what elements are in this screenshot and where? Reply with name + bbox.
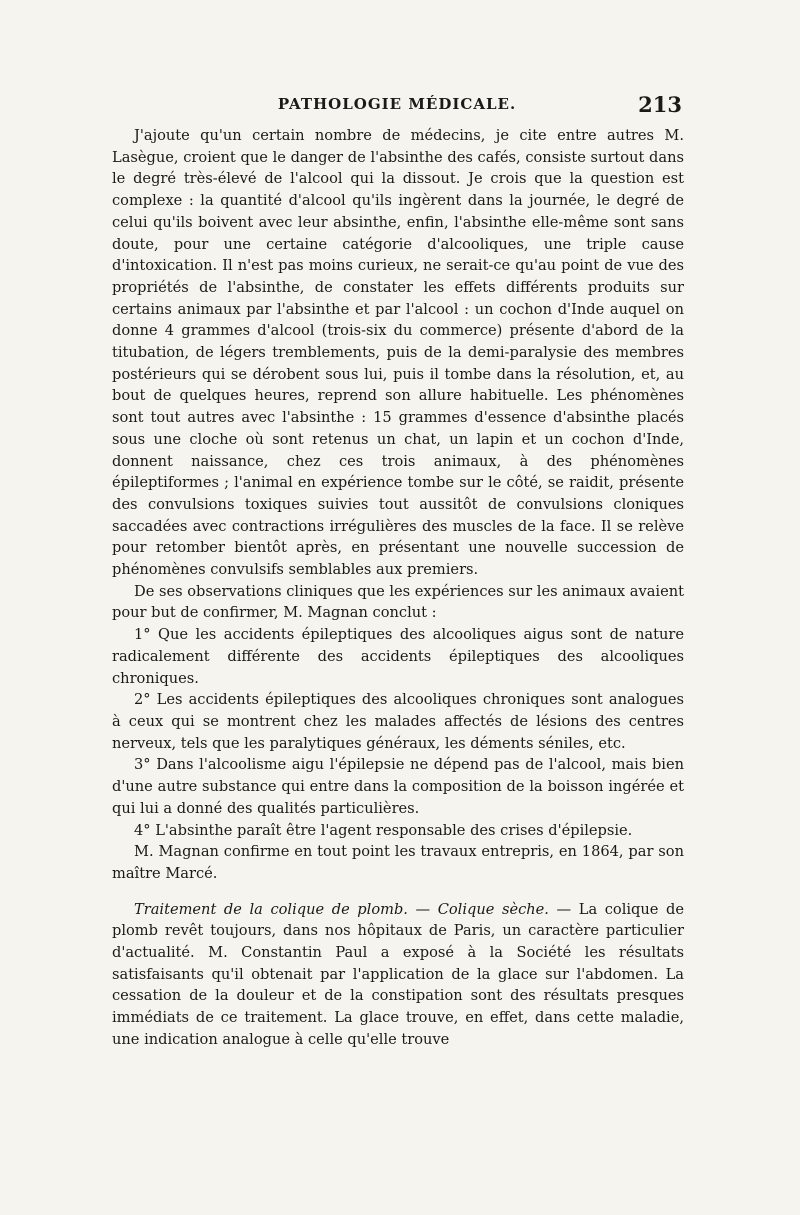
running-title: PATHOLOGIE MÉDICALE.	[277, 95, 517, 113]
paragraph-conclusion-4: 4° L'absinthe paraît être l'agent responsable des crises d'épilepsie.	[134, 821, 633, 839]
section-text: La colique de plomb revêt toujours, dans nos hôpitaux de Paris, un caractère particulier d'actualité. M. Constantin Paul a exposé à la Société les résultats satisfaisants qu'il obtenait par l'application de la glace sur l'abdomen. La cessation de la douleur et de la constipation sont des résultats presques immédiats de ce traitement. La glace trouve, en effet, dans cette maladie, une indication analogue à celle qu'elle trouve	[112, 900, 684, 1048]
paragraph-absinthe: J'ajoute qu'un certain nombre de médecins, je cite entre autres M. Lasègue, croient que le danger de l'absinthe des cafés, consiste surtout dans le degré très-élevé de l'alcool qui la dissout. Je crois que la question est complexe : la quantité d'alcool qu'ils ingèrent dans la journée, le degré de celui qu'ils boivent avec leur absinthe, enfin, l'absinthe elle-même sont sans doute, pour une certaine catégorie d'alcooliques, une triple cause d'intoxication. Il n'est pas moins curieux, ne serait-ce qu'au point de vue des propriétés de l'absinthe, de constater les effets différents produits sur certains animaux par l'absinthe et par l'alcool : un cochon d'Inde auquel on donne 4 grammes d'alcool (trois-six du commerce) présente d'abord de la titubation, de légers tremblements, puis de la demi-paralysie des membres postérieurs qui se dérobent sous lui, puis il tombe dans la résolution, et, au bout de quelques heures, reprend son allure habituelle. Les phénomènes sont tout autres avec l'absinthe : 15 grammes d'essence d'absinthe placés sous une cloche où sont retenus un chat, un lapin et un cochon d'Inde, donnent naissance, chez ces trois animaux, à des phénomènes épileptiformes ; l'animal en expérience tombe sur le côté, se raidit, présente des convulsions toxiques suivies tout aussitôt de convulsions cloniques saccadées avec contractions irrégulières des muscles de la face. Il se relève pour retomber bientôt après, en présentant une nouvelle succession de phénomènes convulsifs semblables aux premiers.	[112, 127, 684, 579]
page-header	[112, 92, 682, 116]
section-colique-de-plomb	[112, 899, 684, 1051]
page-number: 213	[638, 92, 682, 117]
paragraph-conclusion-1: 1° Que les accidents épileptiques des alcooliques aigus sont de nature radicalement différente des accidents épileptiques des alcooliques chroniques.	[112, 626, 684, 687]
page-body	[112, 125, 684, 1051]
paragraph-conclusion-intro: De ses observations cliniques que les expériences sur les animaux avaient pour but de confirmer, M. Magnan conclut :	[112, 582, 684, 622]
paragraph-marce: M. Magnan confirme en tout point les travaux entrepris, en 1864, par son maître Marcé.	[112, 843, 684, 882]
paragraph-conclusion-3: 3° Dans l'alcoolisme aigu l'épilepsie ne dépend pas de l'alcool, mais bien d'une autre substance qui entre dans la composition de la boisson ingérée et qui lui a donné des qualités particulières.	[112, 756, 684, 817]
section-heading: Traitement de la colique de plomb. — Colique sèche. —	[134, 900, 572, 918]
paragraph-conclusion-2: 2° Les accidents épileptiques des alcooliques chroniques sont analogues à ceux qui se montrent chez les malades affectés de lésions des centres nerveux, tels que les paralytiques généraux, les déments séniles, etc.	[112, 691, 684, 752]
